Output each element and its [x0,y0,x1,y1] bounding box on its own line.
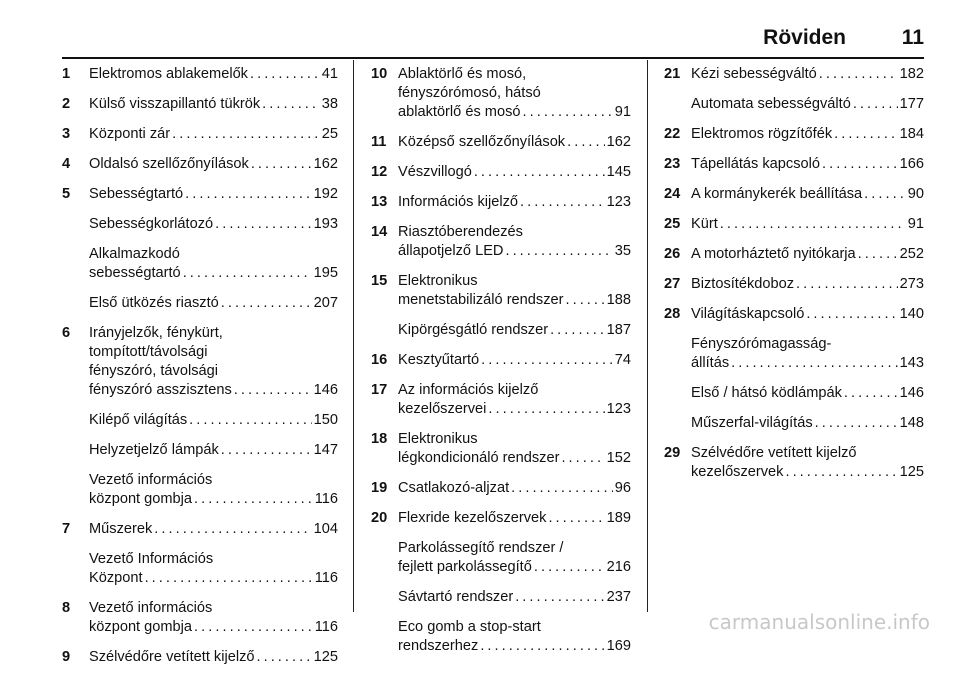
dot-leader [834,125,898,144]
entry-label: Automata sebességváltó [691,96,851,112]
page-reference[interactable]: 162 [313,156,338,172]
entry-label: Műszerek [89,521,153,537]
index-entry[interactable] [62,471,338,509]
dot-leader [185,185,312,204]
callout-number: 15 [371,273,388,289]
index-entry[interactable] [664,414,924,433]
index-entry[interactable] [62,520,338,539]
dot-leader [565,291,604,310]
index-entry[interactable] [371,193,631,212]
dot-leader [534,558,605,577]
column-divider [647,60,648,612]
callout-number: 14 [371,224,388,240]
page-reference[interactable]: 125 [899,464,924,480]
page-reference[interactable]: 91 [907,216,924,232]
dot-leader [822,155,898,174]
entry-text-line: Vezető Információs [89,551,214,567]
dot-leader [520,193,605,212]
callout-number: 12 [371,164,388,180]
index-entry[interactable] [664,305,924,324]
page-reference[interactable]: 140 [899,306,924,322]
index-entry[interactable] [62,550,338,588]
dot-leader [183,264,312,283]
index-entry[interactable] [62,245,338,283]
index-entry[interactable] [371,223,631,261]
watermark: carmanualsonline.info [708,610,930,634]
page-reference[interactable]: 74 [614,352,631,368]
index-entry[interactable] [62,294,338,313]
dot-leader [731,354,898,373]
dot-leader [154,520,311,539]
entry-label: fényszóró asszisztens [89,382,232,398]
index-column-3 [664,65,924,493]
index-entry[interactable] [62,648,338,667]
page-reference[interactable]: 38 [321,96,338,112]
entry-label: Kipörgésgátló rendszer [398,322,549,338]
entry-label: Biztosítékdoboz [691,276,795,292]
page-reference[interactable]: 169 [606,638,631,654]
index-entry[interactable] [371,351,631,370]
entry-label: Vészvillogó [398,164,472,180]
dot-leader [234,381,312,400]
page-reference[interactable]: 125 [313,649,338,665]
index-column-1 [62,65,338,678]
page-reference[interactable]: 216 [606,559,631,575]
entry-label: sebességtartó [89,265,181,281]
dot-leader [145,569,313,588]
index-entry[interactable] [664,215,924,234]
dot-leader [172,125,320,144]
entry-label: Szélvédőre vetített kijelző [89,649,255,665]
callout-number: 24 [664,186,681,202]
page-reference[interactable]: 116 [314,619,338,635]
callout-number: 2 [62,96,71,112]
dot-leader [189,411,311,430]
dot-leader [785,463,897,482]
dot-leader [511,479,613,498]
callout-number: 19 [371,480,388,496]
dot-leader [194,618,313,637]
callout-number: 4 [62,156,71,172]
page-reference[interactable]: 166 [899,156,924,172]
index-entry[interactable] [664,155,924,174]
index-entry[interactable] [371,163,631,182]
entry-text-line: Elektronikus [398,431,478,447]
entry-label: Első / hátsó ködlámpák [691,385,842,401]
callout-number: 18 [371,431,388,447]
page-reference[interactable]: 237 [606,589,631,605]
page-reference[interactable]: 123 [606,401,631,417]
dot-leader [256,648,311,667]
index-entry[interactable] [62,125,338,144]
index-entry[interactable] [62,599,338,637]
page-reference[interactable]: 91 [614,104,631,120]
index-entry[interactable] [371,618,631,656]
index-entry[interactable] [371,539,631,577]
index-entry[interactable] [371,381,631,419]
entry-label: Középső szellőzőnyílások [398,134,566,150]
entry-label: Külső visszapillantó tükrök [89,96,261,112]
entry-text-line: Elektronikus [398,273,478,289]
dot-leader [864,185,906,204]
entry-label: Flexride kezelőszervek [398,510,547,526]
dot-leader [262,95,320,114]
entry-text-line: Riasztóberendezés [398,224,523,240]
entry-text-line: Parkolássegítő rendszer / [398,540,564,556]
page-reference[interactable]: 162 [606,134,631,150]
index-entry[interactable] [664,65,924,84]
entry-text-line: Vezető információs [89,472,213,488]
callout-number: 10 [371,66,388,82]
page-reference[interactable]: 193 [313,216,338,232]
callout-number: 17 [371,382,388,398]
index-entry[interactable] [62,65,338,84]
dot-leader [819,65,898,84]
entry-label: állapotjelző LED [398,243,504,259]
callout-number: 13 [371,194,388,210]
callout-number: 8 [62,600,71,616]
dot-leader [221,294,312,313]
page-number: 11 [901,26,924,49]
dot-leader [194,490,313,509]
callout-number: 25 [664,216,681,232]
page-reference[interactable]: 104 [313,521,338,537]
callout-number: 6 [62,325,71,341]
page-reference[interactable]: 146 [899,385,924,401]
entry-label: ablaktörlő és mosó [398,104,521,120]
entry-text-line: tompított/távolsági [89,344,208,360]
entry-text-line: Fényszórómagasság- [691,336,832,352]
entry-text-line: Eco gomb a stop-start [398,619,541,635]
dot-leader [796,275,898,294]
entry-text-line: Irányjelzők, fénykürt, [89,325,223,341]
dot-leader [806,305,897,324]
callout-number: 21 [664,66,681,82]
entry-text-line: Ablaktörlő és mosó, [398,66,527,82]
index-entry[interactable] [371,133,631,152]
page-reference[interactable]: 123 [606,194,631,210]
entry-text-line: Szélvédőre vetített kijelző [691,445,857,461]
index-entry[interactable] [62,324,338,400]
page-reference[interactable]: 252 [899,246,924,262]
page-reference[interactable]: 188 [606,292,631,308]
index-entry[interactable] [371,430,631,468]
page-reference[interactable]: 116 [314,570,338,586]
index-entry[interactable] [62,411,338,430]
index-entry[interactable] [664,335,924,373]
page-reference[interactable]: 145 [606,164,631,180]
dot-leader [474,163,605,182]
entry-label: Oldalsó szellőzőnyílások [89,156,249,172]
callout-number: 29 [664,445,681,461]
entry-label: légkondicionáló rendszer [398,450,560,466]
dot-leader [488,400,604,419]
column-divider [353,60,354,612]
callout-number: 23 [664,156,681,172]
page-reference[interactable]: 116 [314,491,338,507]
entry-label: Kézi sebességváltó [691,66,817,82]
index-entry[interactable] [664,444,924,482]
entry-label: központ gombja [89,491,193,507]
page-reference[interactable]: 187 [606,322,631,338]
callout-number: 7 [62,521,71,537]
index-entry[interactable] [371,588,631,607]
callout-number: 5 [62,186,71,202]
entry-text-line: fényszóró, távolsági [89,363,218,379]
page-reference[interactable]: 148 [899,415,924,431]
index-entry[interactable] [371,479,631,498]
page-reference[interactable]: 35 [614,243,631,259]
dot-leader [480,637,604,656]
entry-label: Sávtartó rendszer [398,589,514,605]
page-reference[interactable]: 143 [899,355,924,371]
entry-label: A motorháztető nyitókarja [691,246,856,262]
entry-label: Információs kijelző [398,194,519,210]
dot-leader [561,449,604,468]
index-entry[interactable] [664,275,924,294]
dot-leader [505,242,612,261]
entry-label: Műszerfal-világítás [691,415,813,431]
page-reference[interactable]: 25 [321,126,338,142]
index-entry[interactable] [371,272,631,310]
section-title: Röviden [763,26,846,49]
callout-number: 28 [664,306,681,322]
callout-number: 1 [62,66,71,82]
dot-leader [250,65,320,84]
index-entry[interactable] [371,509,631,528]
entry-label: fejlett parkolássegítő [398,559,532,575]
callout-number: 3 [62,126,71,142]
entry-label: állítás [691,355,730,371]
page-header [0,26,960,56]
entry-text-line: fényszórómosó, hátsó [398,85,541,101]
dot-leader [567,133,605,152]
entry-text-line: Vezető információs [89,600,213,616]
entry-label: Tápellátás kapcsoló [691,156,820,172]
entry-label: menetstabilizáló rendszer [398,292,564,308]
page-reference[interactable]: 147 [313,442,338,458]
entry-label: Világításkapcsoló [691,306,805,322]
callout-number: 11 [371,134,387,150]
page-reference[interactable]: 182 [899,66,924,82]
callout-number: 26 [664,246,681,262]
page-reference[interactable]: 150 [313,412,338,428]
entry-label: kezelőszervek [691,464,784,480]
dot-leader [858,245,898,264]
entry-label: Kesztyűtartó [398,352,480,368]
entry-label: Kürt [691,216,718,232]
callout-number: 16 [371,352,388,368]
entry-label: Sebességtartó [89,186,184,202]
entry-label: Központi zár [89,126,171,142]
page-reference[interactable]: 177 [899,96,924,112]
entry-label: Kilépő világítás [89,412,188,428]
header-rule [62,57,924,59]
dot-leader [481,351,613,370]
dot-leader [844,384,898,403]
index-entry[interactable] [664,245,924,264]
index-entry[interactable] [371,321,631,340]
entry-label: Helyzetjelző lámpák [89,442,219,458]
entry-label: Elektromos ablakemelők [89,66,248,82]
page-reference[interactable]: 273 [899,276,924,292]
index-entry[interactable] [664,125,924,144]
page-reference[interactable]: 189 [606,510,631,526]
dot-leader [215,215,312,234]
entry-label: kezelőszervei [398,401,487,417]
dot-leader [853,95,898,114]
dot-leader [515,588,604,607]
index-column-2 [371,65,631,667]
page-reference[interactable]: 152 [606,450,631,466]
entry-label: Csatlakozó-aljzat [398,480,510,496]
callout-number: 20 [371,510,388,526]
page-reference[interactable]: 207 [313,295,338,311]
entry-label: Elektromos rögzítőfék [691,126,833,142]
index-entry[interactable] [62,185,338,204]
page-reference[interactable]: 184 [899,126,924,142]
index-entry[interactable] [664,384,924,403]
dot-leader [523,103,613,122]
page-reference[interactable]: 41 [321,66,338,82]
index-entry[interactable] [62,441,338,460]
page-reference[interactable]: 195 [313,265,338,281]
page-reference[interactable]: 90 [907,186,924,202]
dot-leader [548,509,604,528]
entry-label: Sebességkorlátozó [89,216,214,232]
dot-leader [720,215,906,234]
entry-label: A kormánykerék beállítása [691,186,863,202]
callout-number: 27 [664,276,681,292]
dot-leader [550,321,605,340]
index-entry[interactable] [371,65,631,122]
index-entry[interactable] [664,95,924,114]
dot-leader [815,414,898,433]
index-entry[interactable] [62,155,338,174]
dot-leader [221,441,312,460]
entry-label: rendszerhez [398,638,479,654]
page-reference[interactable]: 146 [313,382,338,398]
entry-text-line: Alkalmazkodó [89,246,180,262]
entry-label: Központ [89,570,143,586]
callout-number: 22 [664,126,681,142]
index-entry[interactable] [62,215,338,234]
callout-number: 9 [62,649,71,665]
index-entry[interactable] [664,185,924,204]
index-entry[interactable] [62,95,338,114]
entry-text-line: Az információs kijelző [398,382,539,398]
entry-label: Első ütközés riasztó [89,295,219,311]
entry-label: központ gombja [89,619,193,635]
page-reference[interactable]: 96 [614,480,631,496]
dot-leader [251,155,312,174]
page-reference[interactable]: 192 [313,186,338,202]
